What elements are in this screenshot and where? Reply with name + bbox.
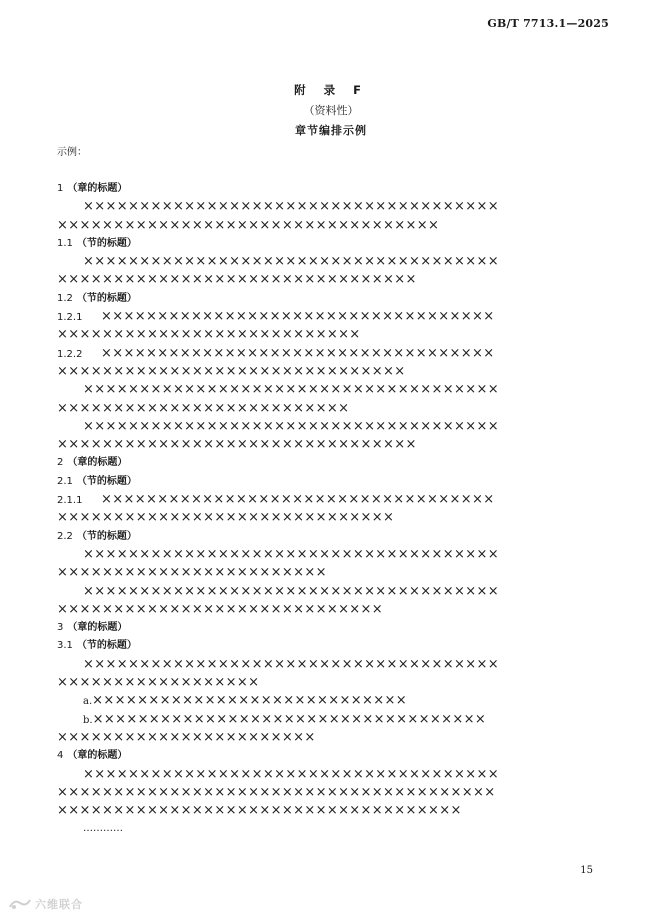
- placeholder-text-line: ×××××××××××××××××××××××××××××××××××××: [83, 382, 499, 398]
- placeholder-text-line: ×××××××××××××××××××××××××××××××××××××: [83, 199, 499, 215]
- annex-nature: （资料性）: [303, 104, 359, 117]
- section-title: （节的标题）: [76, 237, 137, 249]
- placeholder-text-line: ××××××××××××××××××××××××××××××××: [57, 272, 417, 288]
- standard-number: GB/T 7713.1—2025: [487, 17, 609, 30]
- section-title: （章的标题）: [67, 622, 128, 634]
- placeholder-text-line: ×××××××××××××××××××××××××××××××××××××: [83, 546, 499, 562]
- section-heading: [57, 180, 610, 198]
- numbered-clause: [57, 308, 610, 326]
- placeholder-text-line: ×××××××××××××××××××××××: [57, 729, 316, 745]
- placeholder-text-line: ××××××××××××××××××××××××: [57, 565, 327, 581]
- placeholder-text: ××××××××××××××××××××××××××××: [92, 693, 407, 709]
- clause-number: 1.2.1: [57, 312, 83, 324]
- section-number: 2.2: [57, 530, 73, 542]
- document-body: [57, 180, 610, 839]
- placeholder-text-line: ××××××××××××××××××××××××××××××××××××: [57, 803, 462, 819]
- section-heading: [57, 637, 610, 655]
- section-number: 3.1: [57, 640, 73, 652]
- placeholder-text-line: ×××××××××××××××××××××××××××××××: [57, 363, 406, 379]
- list-item: [57, 692, 610, 710]
- placeholder-text: ×××××××××××××××××××××××××××××××××××: [101, 309, 495, 325]
- placeholder-text-line: ×××××××××××××××××××××××××××××××××××××: [83, 583, 499, 599]
- clause-number: 2.1.1: [57, 495, 83, 507]
- placeholder-text-line: ××××××××××××××××××××××××××××××××××: [57, 217, 440, 233]
- placeholder-text-line: ×××××××××××××××××××××××××××××: [57, 601, 384, 617]
- placeholder-text-line: ×××××××××××××××××××××××××××: [57, 327, 361, 343]
- section-heading: [57, 473, 610, 491]
- placeholder-text-line: ××××××××××××××××××: [57, 675, 260, 691]
- section-heading: [57, 619, 610, 637]
- placeholder-text-line: ××××××××××××××××××××××××××××××: [57, 510, 395, 526]
- section-number: 1.2: [57, 292, 73, 304]
- section-number: 2: [57, 457, 64, 469]
- section-number: 3: [57, 622, 64, 634]
- placeholder-text-line: ×××××××××××××××××××××××××××××××××××××: [83, 254, 499, 270]
- section-title: （章的标题）: [67, 457, 128, 469]
- section-number: 1.1: [57, 237, 73, 249]
- annex-subtitle: 章节编排示例: [295, 124, 367, 137]
- placeholder-text-line: ×××××××××××××××××××××××××××××××××××××××: [57, 784, 496, 800]
- continuation-ellipsis: …………: [83, 823, 123, 835]
- section-heading: [57, 235, 610, 253]
- placeholder-text: ×××××××××××××××××××××××××××××××××××: [101, 345, 495, 361]
- placeholder-text-line: ×××××××××××××××××××××××××××××××××××××: [83, 418, 499, 434]
- numbered-clause: [57, 491, 610, 509]
- page-number: 15: [580, 865, 593, 876]
- section-heading: [57, 454, 610, 472]
- section-title: （章的标题）: [67, 750, 128, 762]
- section-heading: [57, 290, 610, 308]
- section-heading: [57, 747, 610, 765]
- section-number: 4: [57, 750, 64, 762]
- section-title: （章的标题）: [67, 183, 128, 194]
- placeholder-text: ×××××××××××××××××××××××××××××××××××: [92, 711, 487, 727]
- clause-number: 1.2.2: [57, 348, 83, 360]
- section-number: 1: [57, 183, 64, 194]
- placeholder-text-line: ×××××××××××××××××××××××××××××××××××××: [83, 656, 499, 672]
- watermark-logo-icon: [8, 897, 32, 911]
- section-title: （节的标题）: [76, 530, 137, 542]
- placeholder-text: ×××××××××××××××××××××××××××××××××××: [101, 492, 495, 508]
- list-item: [57, 711, 610, 729]
- annex-title: 附 录 F: [294, 83, 368, 97]
- section-number: 2.1: [57, 475, 73, 487]
- section-title: （节的标题）: [76, 292, 137, 304]
- section-heading: [57, 528, 610, 546]
- section-title: （节的标题）: [76, 640, 137, 652]
- list-item-label: b.: [83, 714, 93, 726]
- watermark: [8, 896, 83, 912]
- annex-title-block: [0, 80, 662, 140]
- section-title: （节的标题）: [76, 475, 137, 487]
- numbered-clause: [57, 345, 610, 363]
- list-item-label: a.: [83, 696, 93, 708]
- watermark-text: 六维联合: [35, 898, 83, 911]
- placeholder-text-line: ×××××××××××××××××××××××××××××××××××××: [83, 766, 499, 782]
- placeholder-text-line: ××××××××××××××××××××××××××××××××: [57, 437, 417, 453]
- placeholder-text-line: ××××××××××××××××××××××××××: [57, 400, 350, 416]
- example-label: 示例：: [57, 147, 87, 158]
